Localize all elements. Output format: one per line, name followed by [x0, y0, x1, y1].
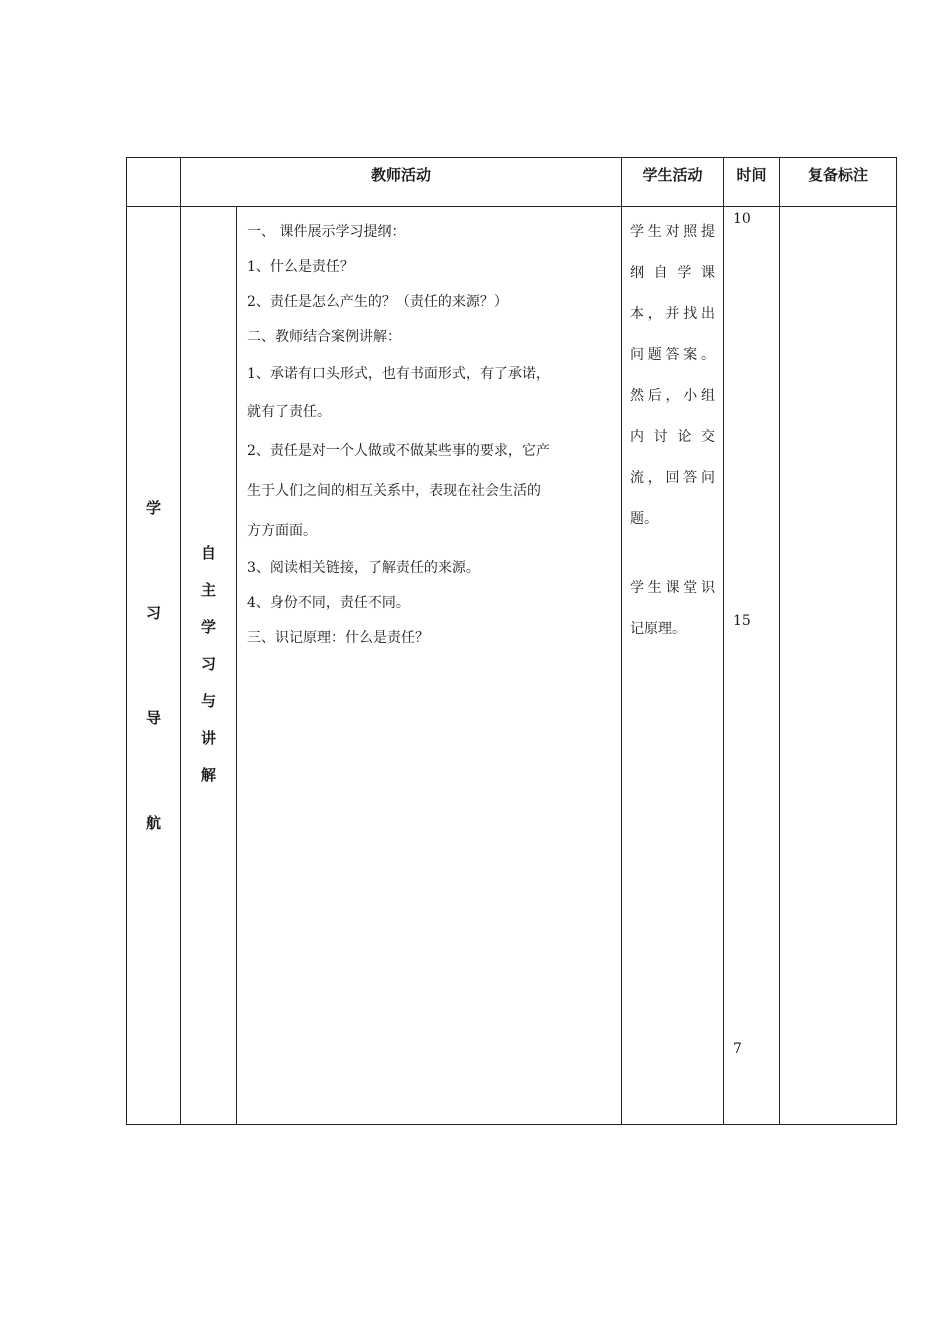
section-label-char: 学	[145, 499, 161, 517]
teacher-line: 方方面面。	[247, 523, 317, 539]
header-teacher-activity: 教师活动	[181, 158, 622, 207]
header-blank-cell	[127, 158, 181, 207]
header-time: 时间	[724, 158, 780, 207]
section-label-char: 习	[145, 604, 161, 622]
student-line: 学生课堂识	[630, 580, 716, 596]
teacher-line: 就有了责任。	[247, 404, 331, 420]
subsection-label	[181, 542, 236, 785]
student-line: 然后，小组	[630, 388, 716, 404]
teacher-line: 3、阅读相关链接，了解责任的来源。	[247, 560, 480, 576]
header-student-activity: 学生活动	[622, 158, 724, 207]
subsection-label-char: 主	[200, 581, 216, 599]
notes-cell	[780, 207, 897, 1125]
student-line: 问题答案。	[630, 347, 716, 363]
teacher-line: 三、识记原理：什么是责任？	[247, 630, 429, 646]
teacher-line: 生于人们之间的相互关系中，表现在社会生活的	[247, 483, 541, 499]
time-value: 10	[733, 211, 751, 227]
teacher-line: 二、教师结合案例讲解：	[247, 329, 401, 345]
student-line: 题。	[630, 511, 659, 527]
student-line: 本，并找出	[630, 306, 716, 322]
subsection-label-char: 学	[200, 618, 216, 636]
teacher-line: 4、身份不同，责任不同。	[247, 595, 410, 611]
student-line: 记原理。	[630, 621, 687, 637]
student-activity-cell	[622, 207, 724, 1125]
subsection-label-char: 自	[200, 544, 216, 562]
student-line: 流，回答问	[630, 470, 716, 486]
subsection-label-char: 解	[200, 766, 216, 784]
content-row	[127, 207, 897, 1125]
teacher-line: 2、责任是对一个人做或不做某些事的要求，它产	[247, 443, 550, 459]
teacher-line: 1、什么是责任？	[247, 259, 354, 275]
section-label-cell	[127, 207, 181, 1125]
time-value: 15	[733, 613, 751, 629]
lesson-plan-table	[126, 157, 897, 1125]
section-label-char: 航	[145, 814, 161, 832]
teacher-line: 1、承诺有口头形式，也有书面形式，有了承诺，	[247, 366, 550, 382]
subsection-label-char: 习	[200, 655, 216, 673]
time-cell	[724, 207, 780, 1125]
header-notes: 复备标注	[780, 158, 897, 207]
time-value: 7	[733, 1041, 742, 1057]
subsection-label-char: 讲	[200, 729, 216, 747]
teacher-line: 2、责任是怎么产生的？（责任的来源？）	[247, 294, 508, 310]
subsection-label-char: 与	[200, 692, 216, 710]
subsection-label-cell	[181, 207, 237, 1125]
section-label	[127, 497, 180, 833]
teacher-activity-cell	[237, 207, 622, 1125]
section-label-char: 导	[145, 709, 161, 727]
student-line: 纲自学课	[630, 265, 716, 281]
spacer	[630, 540, 715, 568]
header-row	[127, 158, 897, 207]
student-line: 学生对照提	[630, 224, 716, 240]
teacher-line: 一、 课件展示学习提纲：	[247, 224, 406, 240]
student-line: 内讨论交	[630, 429, 716, 445]
